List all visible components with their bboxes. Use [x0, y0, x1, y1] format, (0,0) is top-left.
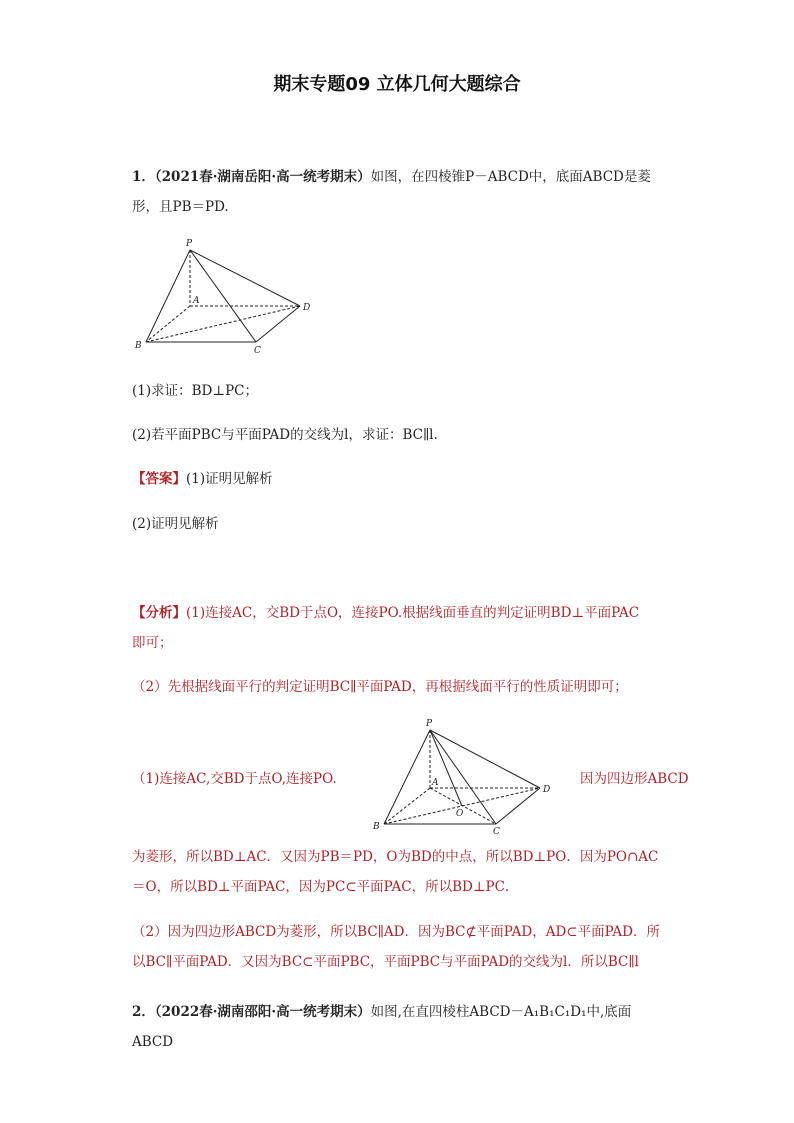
analysis-tag: 【分析】 [132, 605, 186, 621]
edge-pb [384, 730, 430, 824]
pyramid-figure-2 [370, 716, 580, 840]
q1-part2: (2)若平面PBC与平面PAD的交线为l，求证：BC∥l. [132, 427, 438, 443]
analysis-text-1: (1)连接AC，交BD于点O，连接PO.根据线面垂直的判定证明BD⊥平面PAC [186, 605, 640, 621]
label-a: A [193, 296, 200, 306]
edge-pc [190, 250, 256, 342]
q1-answer-line1 [132, 464, 662, 494]
q1-analysis-line2: 即可； [132, 635, 173, 651]
label-d: D [303, 303, 311, 313]
q1-solution1-right: 因为四边形ABCD [580, 771, 689, 787]
q2-source: （2022春·湖南邵阳·高一统考期末） [154, 1004, 371, 1020]
q1-analysis-line3: （2）先根据线面平行的判定证明BC∥平面PAD，再根据线面平行的性质证明即可； [132, 679, 628, 695]
page-title: 期末专题09 立体几何大题综合 [273, 74, 521, 95]
q2-number: 2． [132, 1004, 155, 1020]
q2-stem-line1 [132, 997, 662, 1057]
label-d: D [543, 785, 551, 795]
q1-solution1-left: （1)连接AC,交BD于点O,连接PO. [132, 771, 337, 787]
label-p: P [426, 719, 433, 729]
q1-part1: (1)求证：BD⊥PC； [132, 383, 258, 399]
label-p: P [186, 239, 193, 249]
label-c: C [254, 346, 261, 356]
q1-stem-line1 [132, 162, 662, 192]
q1-solution2-line1: （2）因为四边形ABCD为菱形，所以BC∥AD．因为BC⊄平面PAD，AD⊂平面PAD．所 [132, 924, 661, 940]
q1-solution1-line3: ＝O，所以BD⊥平面PAC，因为PC⊂平面PAC，所以BD⊥PC． [132, 879, 519, 895]
answer-tag: 【答案】 [132, 471, 186, 487]
diag-bd [146, 306, 300, 342]
q1-source: （2021春·湖南岳阳·高一统考期末） [154, 169, 371, 185]
answer-1: (1)证明见解析 [186, 471, 273, 487]
edge-pd [430, 730, 540, 788]
edge-pd [190, 250, 300, 306]
q1-number: 1． [132, 169, 155, 185]
q1-analysis-line1 [132, 598, 662, 628]
label-o: O [456, 809, 464, 819]
edge-pb [146, 250, 190, 342]
q1-answer-line2: (2)证明见解析 [132, 516, 219, 532]
label-a: A [432, 778, 439, 788]
q1-solution1-line2: 为菱形，所以BD⊥AC．又因为PB＝PD，O为BD的中点，所以BD⊥PO．因为PO∩AC [132, 849, 659, 865]
q1-stem-text: 如图，在四棱锥P－ABCD中，底面ABCD是菱 [370, 169, 651, 185]
q1-stem-line2: 形，且PB＝PD. [132, 199, 229, 215]
label-b: B [135, 341, 142, 351]
q1-solution2-line2: 以BC∥平面PAD．又因为BC⊂平面PBC，平面PBC与平面PAD的交线为l．所以BC∥l [132, 954, 639, 970]
label-c: C [493, 827, 500, 837]
edge-ab [384, 788, 430, 824]
label-b: B [373, 822, 380, 832]
pyramid-figure-1 [132, 236, 322, 356]
q2-stem-text: 如图,在直四棱柱ABCD－A₁B₁C₁D₁中,底面ABCD [132, 1004, 632, 1050]
